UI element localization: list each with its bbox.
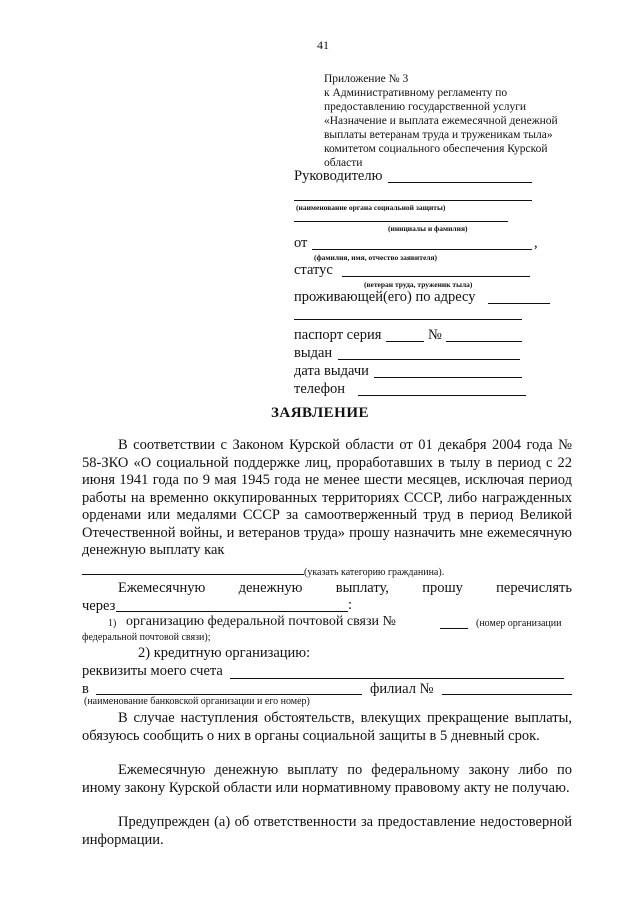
appendix-line: к Административному регламенту по bbox=[324, 87, 508, 99]
via-colon: : bbox=[348, 597, 353, 613]
branch-field[interactable] bbox=[442, 694, 572, 695]
initials-field[interactable] bbox=[294, 221, 508, 222]
paragraph-request: В соответствии с Законом Курской области от 01 декабря 2004 года № 58-ЗКО «О социальной поддержке лиц, проработавших в тылу в период с 22 июня 1941 года по 9 мая 1945 года не менее шести месяцев, исключая период работы на временно оккупированных территориях СССР, либо награжденных орденами или медалями СССР за самоотверженный труд в период Великой Отечественной войны, и ветеранов труда» прошу назначить мне ежемесячную денежную выплату как bbox=[82, 437, 572, 558]
head-label: Руководителю bbox=[294, 168, 383, 184]
appendix-line: предоставлению государственной услуги bbox=[324, 101, 527, 113]
from-label: от bbox=[294, 235, 308, 251]
option1-field[interactable] bbox=[440, 628, 468, 629]
passport-number-field[interactable] bbox=[446, 341, 522, 342]
appendix-line: «Назначение и выплата ежемесячной денежной bbox=[324, 115, 558, 127]
appendix-line: выплаты ветеранам труда и труженикам тыла» bbox=[324, 129, 553, 141]
address-field-2[interactable] bbox=[294, 319, 522, 320]
org-field[interactable] bbox=[294, 200, 532, 201]
issued-label: выдан bbox=[294, 345, 333, 361]
passport-number-sign: № bbox=[428, 327, 442, 343]
paragraph-payment: Ежемесячную денежную выплату, прошу перечислять bbox=[118, 580, 572, 596]
issued-field[interactable] bbox=[338, 359, 520, 360]
branch-label: филиал № bbox=[370, 681, 434, 697]
status-label: статус bbox=[294, 262, 333, 278]
via-field[interactable] bbox=[116, 611, 348, 612]
status-caption: (ветеран труда, труженик тыла) bbox=[364, 280, 473, 289]
paragraph-notify: В случае наступления обстоятельств, влекущих прекращение выплаты, обязуюсь сообщить о них в органы социальной защиты в 5 дневный срок. bbox=[82, 710, 572, 744]
appendix-line: Приложение № 3 bbox=[324, 73, 409, 85]
paragraph-warning: Предупрежден (а) об ответственности за предоставление недостоверной информации. bbox=[82, 814, 572, 848]
account-field[interactable] bbox=[230, 678, 564, 679]
initials-caption: (инициалы и фамилия) bbox=[388, 224, 468, 233]
address-field[interactable] bbox=[488, 303, 550, 304]
org-caption: (наименование органа социальной защиты) bbox=[296, 203, 446, 212]
option1-number: 1) bbox=[108, 618, 117, 629]
appendix-line: области bbox=[324, 157, 363, 169]
via-label: через bbox=[82, 598, 116, 614]
option2-text: 2) кредитную организацию: bbox=[138, 645, 311, 661]
address-label: проживающей(его) по адресу bbox=[294, 289, 476, 305]
option1-text: организацию федеральной почтовой связи № bbox=[126, 614, 396, 629]
issue-date-field[interactable] bbox=[374, 377, 522, 378]
phone-field[interactable] bbox=[358, 395, 526, 396]
from-field[interactable] bbox=[312, 249, 532, 250]
from-comma: , bbox=[534, 235, 538, 251]
bank-field[interactable] bbox=[96, 694, 362, 695]
paragraph-no-other-payment: Ежемесячную денежную выплату по федеральному закону либо по иному закону Курской области или нормативному правовому акту не получаю. bbox=[82, 762, 572, 796]
fio-caption: (фамилия, имя, отчество заявителя) bbox=[314, 253, 438, 262]
status-field[interactable] bbox=[342, 276, 530, 277]
category-caption: (указать категорию гражданина). bbox=[304, 567, 445, 578]
issue-date-label: дата выдачи bbox=[294, 363, 369, 379]
bank-caption: (наименование банковской организации и его номер) bbox=[84, 696, 310, 707]
head-name-field[interactable] bbox=[388, 182, 532, 183]
document-title: ЗАЯВЛЕНИЕ bbox=[270, 405, 370, 421]
in-label: в bbox=[82, 681, 89, 697]
passport-series-field[interactable] bbox=[386, 341, 424, 342]
account-label: реквизиты моего счета bbox=[82, 663, 223, 679]
phone-label: телефон bbox=[294, 381, 346, 397]
passport-label: паспорт серия bbox=[294, 327, 382, 343]
option1-note-2: федеральной почтовой связи); bbox=[82, 632, 211, 643]
option1-note: (номер организации bbox=[476, 618, 562, 629]
appendix-line: комитетом социального обеспечения Курской bbox=[324, 143, 548, 155]
page-number: 41 bbox=[317, 38, 329, 52]
category-field[interactable] bbox=[82, 574, 304, 575]
